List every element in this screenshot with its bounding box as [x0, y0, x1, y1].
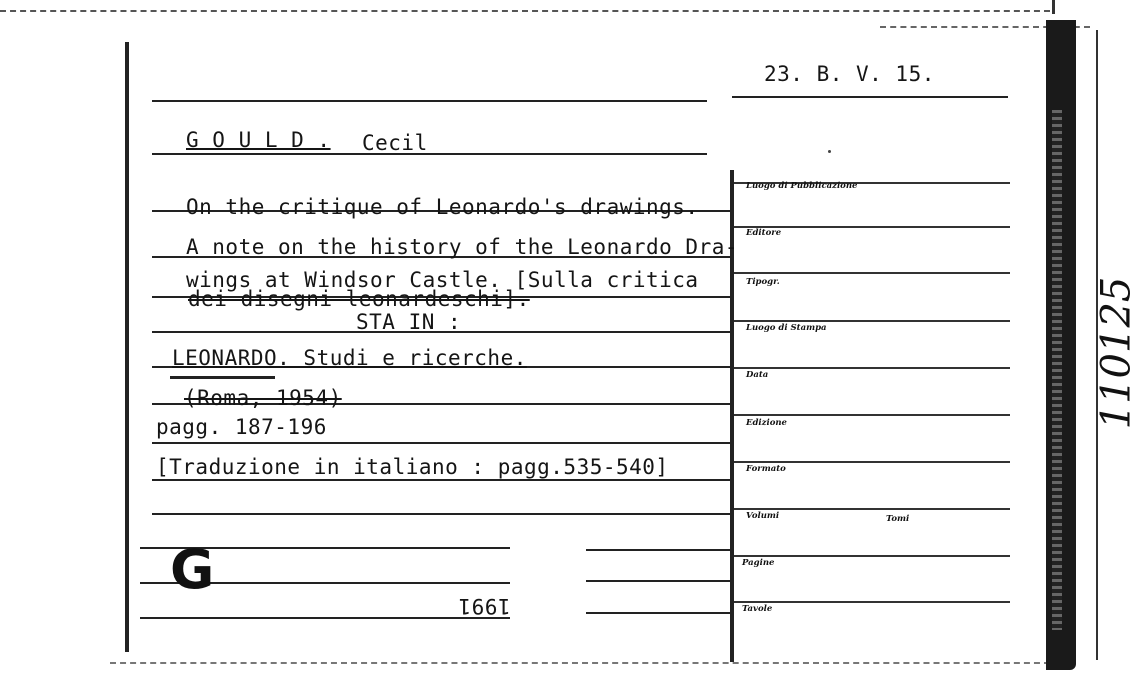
author-surname: G O U L D . — [186, 128, 331, 152]
form-rule — [734, 414, 1010, 416]
classification-letter: G — [170, 538, 215, 601]
title-line-3: wings at Windsor Castle. [Sulla critica — [186, 268, 699, 292]
rule — [152, 442, 732, 444]
inventory-number: 1991 — [458, 594, 511, 618]
rule — [152, 479, 732, 481]
rule — [140, 617, 510, 619]
rule — [152, 513, 732, 515]
form-label-pagine: Pagine — [742, 558, 775, 568]
rule — [732, 96, 1008, 98]
handwritten-side-number: 110125 — [1093, 276, 1139, 430]
form-label-volumi: Volumi — [746, 511, 780, 521]
author-given-name: Cecil — [362, 131, 428, 155]
form-rule — [734, 601, 1010, 603]
form-label-data: Data — [746, 370, 769, 380]
form-rule — [734, 272, 1010, 274]
form-rule — [734, 555, 1010, 557]
card-right-edge-inner — [1052, 110, 1062, 630]
form-label-tipogr: Tipogr. — [746, 277, 780, 287]
form-label-editore: Editore — [746, 228, 782, 238]
form-rule — [734, 461, 1010, 463]
top-border — [0, 10, 1050, 14]
rule — [586, 580, 732, 582]
sta-in-label: STA IN : — [356, 310, 462, 334]
form-rule — [734, 367, 1010, 369]
left-margin-line — [125, 42, 129, 652]
host-underline-mark — [170, 376, 275, 379]
scan-dot — [828, 150, 831, 153]
pages: pagg. 187-196 — [156, 415, 327, 439]
form-rule — [734, 508, 1010, 510]
title-line-4: dei disegni leonardeschi]. — [188, 287, 530, 311]
form-label-tavole: Tavole — [742, 604, 773, 614]
rule — [586, 612, 732, 614]
title-line-2: A note on the history of the Leonardo Dra- — [186, 235, 739, 259]
rule — [152, 153, 707, 155]
form-label-luogo-stampa: Luogo di Stampa — [746, 323, 827, 333]
form-label-edizione: Edizione — [746, 418, 787, 428]
rule — [152, 100, 707, 102]
rule — [586, 549, 732, 551]
scan-mark — [1052, 0, 1055, 14]
form-label-formato: Formato — [746, 464, 786, 474]
bottom-border — [110, 662, 1050, 666]
shelfmark: 23. B. V. 15. — [764, 62, 935, 86]
translation-note: [Traduzione in italiano : pagg.535-540] — [156, 455, 669, 479]
form-label-tomi: Tomi — [886, 514, 910, 524]
form-label-luogo-pubblicazione: Luogo di Pubblicazione — [746, 181, 858, 191]
title-line-1: On the critique of Leonardo's drawings. — [186, 195, 699, 219]
host-title: LEONARDO. Studi e ricerche. — [172, 346, 527, 370]
place-year: (Roma, 1954) — [184, 386, 342, 410]
form-rule — [734, 320, 1010, 322]
